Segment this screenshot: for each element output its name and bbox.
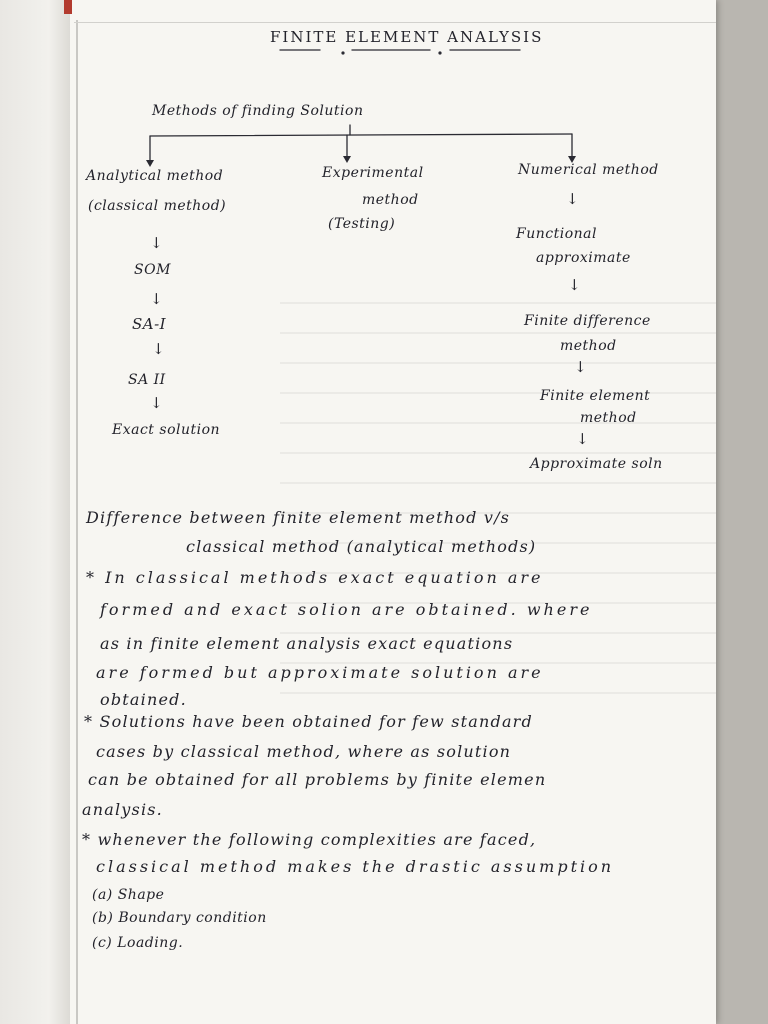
point-1-line-4: are formed but approximate solution are xyxy=(96,663,544,682)
page-title: FINITE ELEMENT ANALYSIS xyxy=(270,28,544,46)
testing-label: (Testing) xyxy=(328,216,396,232)
point-2-line-2: cases by classical method, where as solution xyxy=(96,742,512,761)
complexity-boundary: (b) Boundary condition xyxy=(92,910,267,926)
title-dot-1 xyxy=(341,51,344,54)
down-arrow-icon: ↓ xyxy=(150,234,163,252)
down-arrow-icon: ↓ xyxy=(152,340,165,358)
analytical-method-label: Analytical method xyxy=(86,168,224,184)
approximate-label: approximate xyxy=(536,250,631,266)
point-2-line-4: analysis. xyxy=(82,800,163,819)
point-1-line-1: * In classical methods exact equation are xyxy=(86,568,544,587)
branch-horizontal-line xyxy=(150,134,572,136)
analytical-step-som: SOM xyxy=(134,262,171,278)
title-dot-2 xyxy=(438,51,441,54)
point-1-line-3: as in finite element analysis exact equations xyxy=(100,634,514,653)
numerical-method-label: Numerical method xyxy=(518,162,659,178)
point-2-line-3: can be obtained for all problems by finite elemen xyxy=(88,770,547,789)
down-arrow-icon: ↓ xyxy=(150,394,163,412)
finite-difference-label: Finite difference xyxy=(524,313,651,329)
arrowhead-left xyxy=(146,160,154,167)
down-arrow-icon: ↓ xyxy=(576,430,589,448)
down-arrow-icon: ↓ xyxy=(150,290,163,308)
finite-difference-method-label: method xyxy=(560,338,617,354)
point-3-line-1: * whenever the following complexities are faced, xyxy=(82,830,537,849)
point-1-line-5: obtained. xyxy=(100,690,187,709)
finite-element-label: Finite element xyxy=(540,388,651,404)
point-2-line-1: * Solutions have been obtained for few standard xyxy=(84,712,533,731)
experimental-method-label-2: method xyxy=(362,192,419,208)
approximate-solution-label: Approximate soln xyxy=(530,456,663,472)
analytical-step-sa1: SA-I xyxy=(132,315,167,333)
complexity-loading: (c) Loading. xyxy=(92,935,184,951)
classical-method-label: (classical method) xyxy=(88,198,227,214)
point-3-line-2: classical method makes the drastic assumption xyxy=(96,857,615,876)
exact-solution-label: Exact solution xyxy=(112,422,221,438)
tree-root-label: Methods of finding Solution xyxy=(152,103,364,119)
down-arrow-icon: ↓ xyxy=(568,276,581,294)
complexity-shape: (a) Shape xyxy=(92,887,165,903)
comparison-heading-line1: Difference between finite element method v/s xyxy=(86,508,511,527)
experimental-method-label: Experimental xyxy=(322,165,424,181)
point-1-line-2: formed and exact solion are obtained. where xyxy=(100,600,593,619)
functional-label: Functional xyxy=(516,226,597,242)
arrowhead-middle xyxy=(343,156,351,163)
down-arrow-icon: ↓ xyxy=(574,358,587,376)
analytical-step-sa2: SA II xyxy=(128,372,166,388)
down-arrow-icon: ↓ xyxy=(566,190,579,208)
comparison-heading-line2: classical method (analytical methods) xyxy=(186,537,537,556)
finite-element-method-label: method xyxy=(580,410,637,426)
